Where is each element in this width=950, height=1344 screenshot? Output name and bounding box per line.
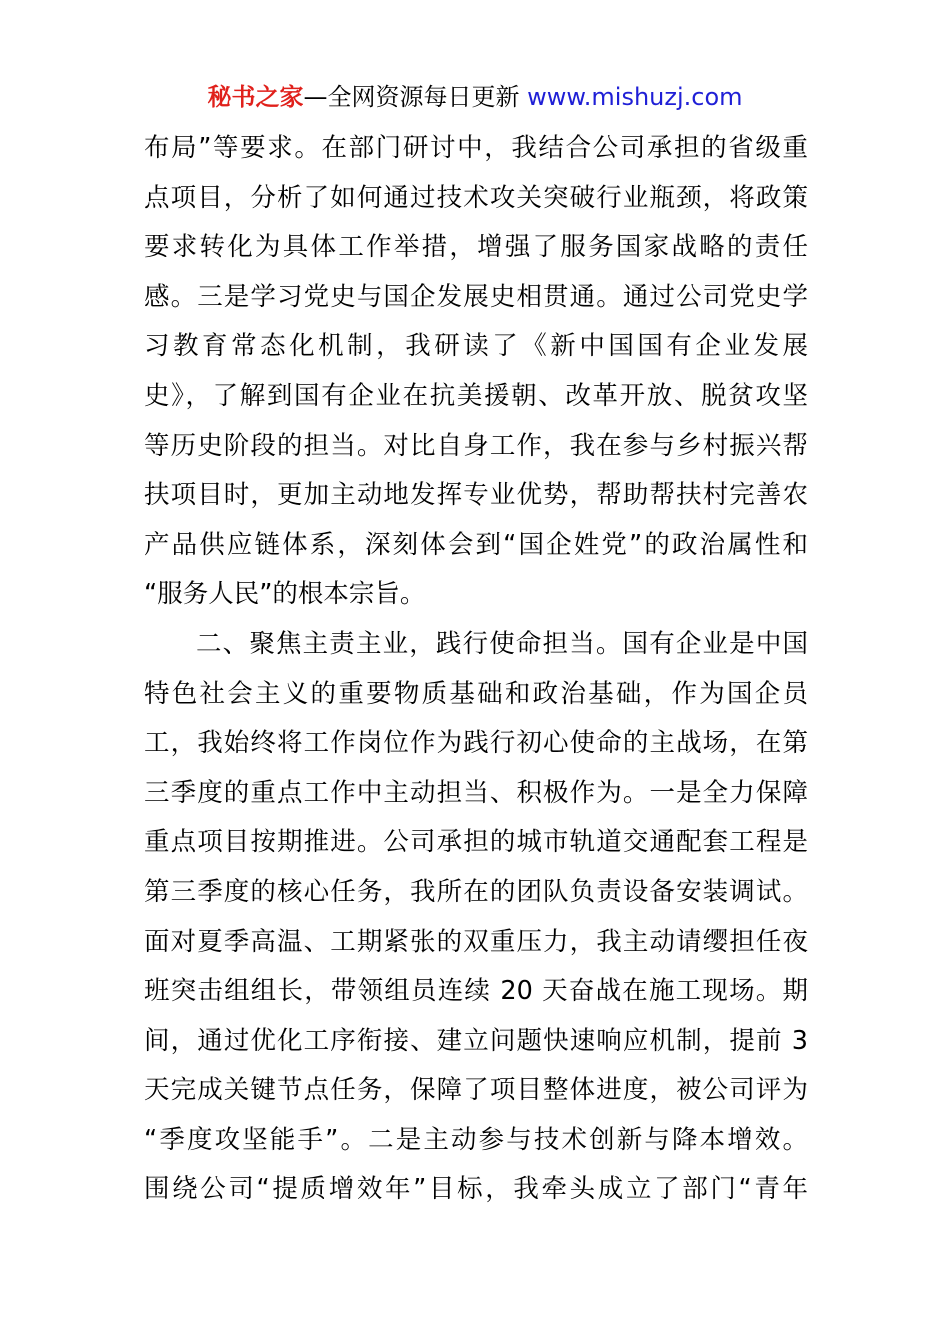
text-line: 面对夏季高温、工期紧张的双重压力，我主动请缨担任夜 bbox=[144, 926, 808, 957]
paragraph-start-line: 二、聚焦主责主业，践行使命担当。国有企业是中国 bbox=[196, 628, 808, 659]
text-line: 工，我始终将工作岗位作为践行初心使命的主战场，在第 bbox=[144, 728, 808, 759]
text-line: 习教育常态化机制，我研读了《新中国国有企业发展 bbox=[144, 331, 808, 362]
text-line: “季度攻坚能手”。二是主动参与技术创新与降本增效。 bbox=[144, 1124, 808, 1155]
text-line: 扶项目时，更加主动地发挥专业优势，帮助帮扶村完善农 bbox=[144, 480, 808, 511]
text-line: 第三季度的核心任务，我所在的团队负责设备安装调试。 bbox=[144, 876, 808, 907]
text-line: “服务人民”的根本宗旨。 bbox=[144, 579, 426, 610]
text-line: 重点项目按期推进。公司承担的城市轨道交通配套工程是 bbox=[144, 827, 808, 858]
text-line: 点项目，分析了如何通过技术攻关突破行业瓶颈，将政策 bbox=[144, 182, 808, 213]
text-line: 天完成关键节点任务，保障了项目整体进度，被公司评为 bbox=[144, 1075, 808, 1106]
text-line: 感。三是学习党史与国企发展史相贯通。通过公司党史学 bbox=[144, 281, 808, 312]
text-line: 间，通过优化工序衔接、建立问题快速响应机制，提前 3 bbox=[144, 1025, 808, 1056]
text-line: 史》，了解到国有企业在抗美援朝、改革开放、脱贫攻坚 bbox=[144, 380, 808, 411]
text-line: 特色社会主义的重要物质基础和政治基础，作为国企员 bbox=[144, 678, 808, 709]
text-line: 围绕公司“提质增效年”目标，我牵头成立了部门“青年 bbox=[144, 1174, 808, 1205]
brand-name: 秘书之家 bbox=[207, 83, 304, 111]
page-header bbox=[0, 80, 950, 114]
text-line: 班突击组组长，带领组员连续 20 天奋战在施工现场。期 bbox=[144, 976, 808, 1007]
text-line: 三季度的重点工作中主动担当、积极作为。一是全力保障 bbox=[144, 777, 808, 808]
text-line: 要求转化为具体工作举措，增强了服务国家战略的责任 bbox=[144, 232, 808, 263]
body-text bbox=[144, 124, 808, 1215]
text-line: 产品供应链体系，深刻体会到“国企姓党”的政治属性和 bbox=[144, 529, 808, 560]
text-line: 布局”等要求。在部门研讨中，我结合公司承担的省级重 bbox=[144, 133, 808, 163]
text-line: 等历史阶段的担当。对比自身工作，我在参与乡村振兴帮 bbox=[144, 430, 808, 461]
header-tagline: —全网资源每日更新 bbox=[303, 83, 528, 111]
website-link[interactable]: www.mishuzj.com bbox=[527, 83, 743, 111]
